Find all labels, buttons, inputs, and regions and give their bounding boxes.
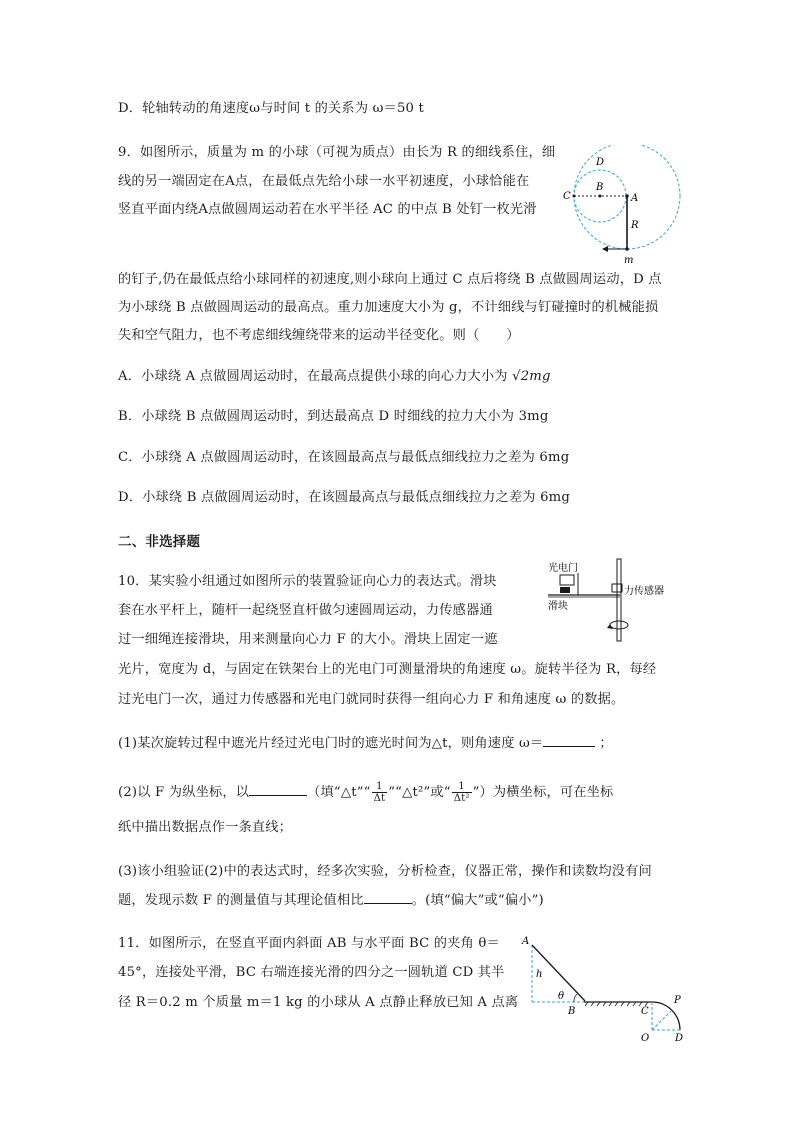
label-force-sensor: 力传感器 [624, 586, 664, 597]
fraction-2-denominator: Δt² [453, 793, 470, 804]
q9-line-6: 失和空气阻力，也不考虑细线缠绕带来的运动半径变化。则（ ） [118, 328, 520, 343]
q9-option-a-text: A．小球绕 A 点做圆周运动时，在最高点提供小球的向心力大小为 [118, 369, 513, 384]
q10-sub2-text-a: (2)以 F 为纵坐标，以 [118, 785, 250, 800]
label-c: C [641, 1006, 649, 1017]
angle-mark [574, 994, 577, 1002]
label-b: B [568, 1006, 576, 1017]
point-b [599, 195, 602, 198]
q9-line-1: 9．如图所示，质量为 m 的小球（可视为质点）由长为 R 的细线系住，细 [118, 145, 556, 160]
label-m: m [624, 255, 634, 266]
q10-line-4: 光片，宽度为 d，与固定在铁架台上的光电门可测量滑块的角速度 ω。旋转半径为 R，每经 [118, 662, 657, 677]
photogate [560, 575, 574, 585]
rotation-arrow [610, 621, 628, 629]
q9-option-c: C．小球绕 A 点做圆周运动时，在该圆最高点与最低点细线拉力之差为 6mg [118, 450, 570, 465]
label-p: P [674, 995, 681, 1006]
section-heading: 二、非选择题 [118, 534, 201, 550]
q9-option-b: B．小球绕 B 点做圆周运动时，到达最高点 D 时细线的拉力大小为 3mg [118, 409, 549, 424]
q11-line-3: 径 R＝0.2 m 个质量 m＝1 kg 的小球从 A 点静止释放已知 A 点离 [118, 995, 519, 1010]
q10-sub2-text-c: ”“△t²”或“ [388, 785, 451, 800]
q10-sub1-end: ； [599, 736, 613, 751]
q10-line-5: 过光电门一次，通过力传感器和光电门就同时获得一组向心力 F 和角速度 ω 的数据。 [118, 692, 625, 707]
label-a: A [631, 193, 639, 204]
q10-sub3-end: 。(填“偏大”或“偏小”) [411, 893, 544, 908]
q10-line-3: 过一细绳连接滑块，用来测量向心力 F 的大小。滑块上固定一遮 [118, 632, 498, 647]
label-a: A [522, 936, 530, 947]
sqrt-expression: √2mg [512, 369, 551, 384]
rotation-arrow-head [607, 624, 613, 629]
ball-m [625, 247, 629, 251]
q10-sub3-line-2 [118, 891, 544, 911]
fraction-1-denominator: Δt [373, 793, 386, 804]
radius-op [652, 1010, 672, 1030]
q9-line-5: 为小球绕 B 点做圆周运动的最高点。重力加速度大小为 g，不计细线与钉碰撞时的机械能损 [118, 300, 659, 315]
q9-option-d: D．小球绕 B 点做圆周运动时，在该圆最高点与最低点细线拉力之差为 6mg [118, 490, 571, 505]
answer-blank-1[interactable] [543, 746, 595, 747]
label-c: C [563, 191, 571, 202]
answer-blank-2[interactable] [249, 795, 307, 796]
point-a [625, 194, 629, 198]
fraction-one-over-dt-squared [452, 781, 472, 804]
q10-sub2-text-d: ”）为横坐标，可在坐标 [472, 785, 614, 800]
q10-sub1 [118, 734, 613, 754]
label-slider: 滑块 [548, 601, 568, 612]
q10-apparatus-diagram [522, 557, 702, 647]
label-photogate: 光电门 [548, 563, 578, 574]
label-d: D [675, 1033, 684, 1044]
q9-line-2: 线的另一端固定在A点，在最低点先给小球一水平初速度，小球恰能在 [118, 174, 530, 189]
q11-line-1: 11．如图所示，在竖直平面内斜面 AB 与水平面 BC 的夹角 θ＝ [118, 936, 500, 951]
q11-track-diagram [518, 935, 688, 1045]
label-h: h [536, 969, 543, 980]
arrow-head [602, 246, 608, 252]
q10-line-1: 10．某实验小组通过如图所示的装置验证向心力的表达式。滑块 [118, 574, 497, 589]
q9-circle-diagram [560, 145, 688, 270]
slider-block [560, 587, 570, 593]
q10-sub3-line-1: (3)该小组验证(2)中的表达式时，经多次实验，分析检查，仪器正常，操作和读数均没有问 [118, 864, 652, 879]
q10-sub1-text: (1)某次旋转过程中遮光片经过光电门时的遮光时间为△t，则角速度 ω＝ [118, 736, 544, 751]
point-c [573, 195, 576, 198]
answer-blank-3[interactable] [364, 903, 412, 904]
label-o: O [641, 1033, 650, 1044]
q10-sub3-text: 题，发现示数 F 的测量值与其理论值相比 [118, 893, 364, 908]
q10-sub2-line-2: 纸中描出数据点作一条直线； [118, 820, 293, 835]
label-r: R [631, 220, 639, 231]
q9-line-4: 的钉子,仍在最低点给小球同样的初速度,则小球向上通过 C 点后将绕 B 点做圆周运动，D 点 [118, 272, 662, 287]
fraction-2-numerator: 1 [452, 781, 472, 793]
q9-option-a [118, 367, 551, 387]
q11-line-2: 45°，连接处平滑，BC 右端连接光滑的四分之一圆轨道 CD 其半 [118, 965, 505, 980]
q10-sub2 [118, 781, 613, 804]
label-theta: θ [558, 991, 565, 1002]
q10-line-2: 套在水平杆上，随杆一起绕竖直杆做匀速圆周运动，力传感器通 [118, 603, 493, 618]
fraction-1-numerator: 1 [372, 781, 388, 793]
label-b: B [596, 182, 604, 193]
q10-sub2-text-b: （填“△t”“ [307, 785, 371, 800]
label-d: D [596, 157, 605, 168]
q9-line-3: 竖直平面内绕A点做圆周运动若在水平半径 AC 的中点 B 处钉一枚光滑 [118, 202, 537, 217]
option-d-q8: D．轮轴转动的角速度ω与时间 t 的关系为 ω＝50 t [118, 101, 425, 116]
fraction-one-over-dt [372, 781, 388, 804]
